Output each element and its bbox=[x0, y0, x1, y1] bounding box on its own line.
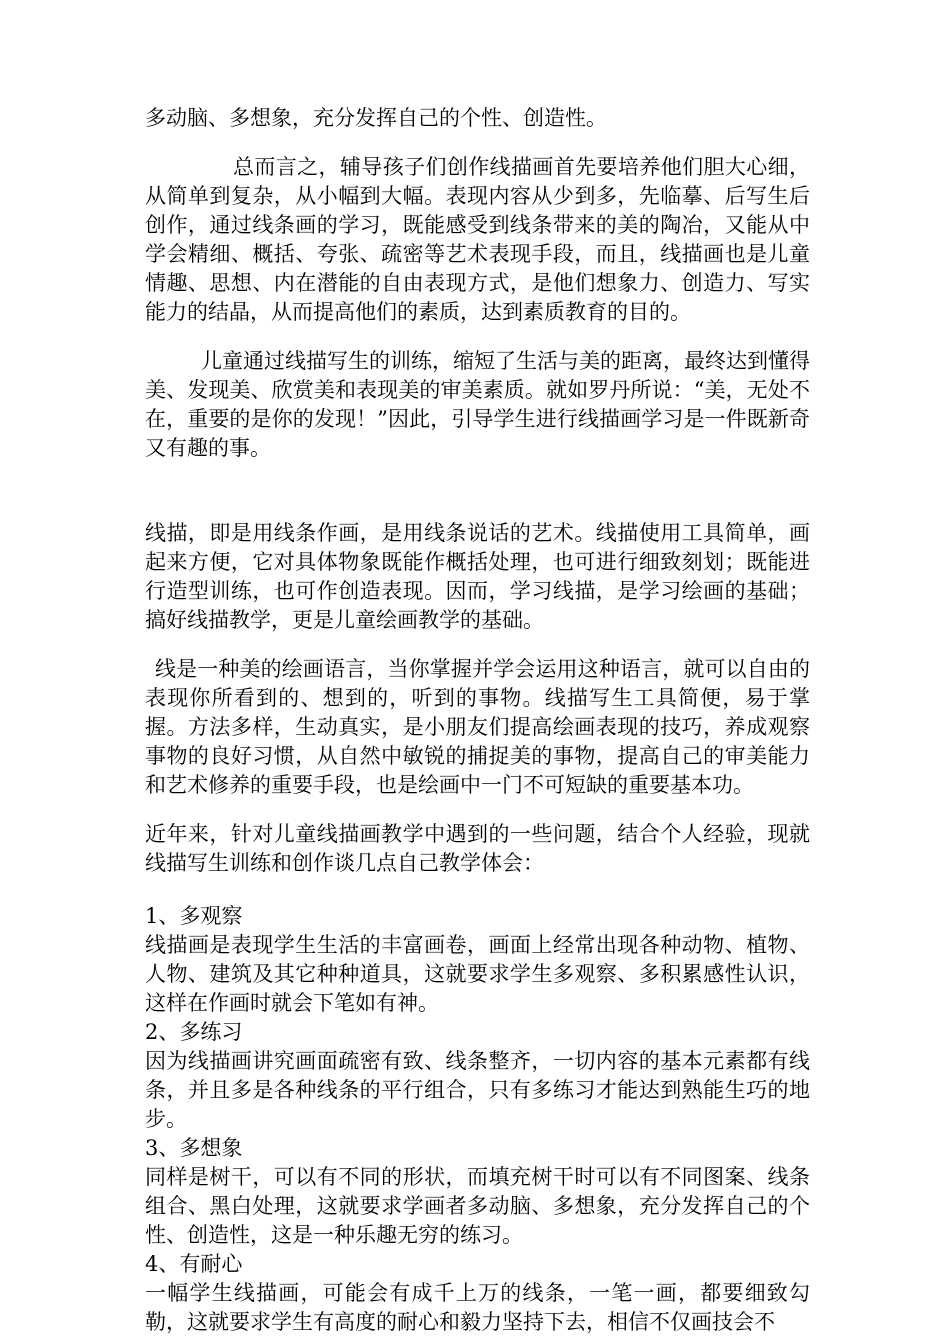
section-heading: 4、有耐心 bbox=[145, 1252, 243, 1276]
section-body: 因为线描画讲究画面疏密有致、线条整齐，一切内容的基本元素都有线条，并且多是各种线条的平行组合，只有多练习才能达到熟能生巧的地步。 bbox=[145, 1049, 810, 1131]
section-heading: 1、多观察 bbox=[145, 904, 243, 928]
paragraph-continuation: 多动脑、多想象，充分发挥自己的个性、创造性。 bbox=[145, 106, 607, 130]
section-body: 同样是树干，可以有不同的形状，而填充树干时可以有不同图案、线条组合、黑白处理，这就要求学画者多动脑、多想象，充分发挥自己的个性、创造性，这是一种乐趣无穷的练习。 bbox=[145, 1165, 810, 1247]
section-practice bbox=[145, 1018, 810, 1134]
section-body: 线描画是表现学生生活的丰富画卷，画面上经常出现各种动物、植物、人物、建筑及其它种种道具，这就要求学生多观察、多积累感性认识，这样在作画时就会下笔如有神。 bbox=[145, 933, 810, 1015]
paragraph-intro: 近年来，针对儿童线描画教学中遇到的一些问题，结合个人经验，现就线描写生训练和创作谈几点自己教学体会： bbox=[145, 822, 810, 875]
section-heading: 2、多练习 bbox=[145, 1020, 243, 1044]
section-imagine bbox=[145, 1134, 810, 1250]
paragraph-definition: 线描，即是用线条作画，是用线条说话的艺术。线描使用工具简单，画起来方便，它对具体物象既能作概括处理，也可进行细致刻划；既能进行造型训练，也可作创造表现。因而，学习线描，是学习绘画的基础；搞好线描教学，更是儿童绘画教学的基础。 bbox=[145, 521, 810, 632]
section-heading: 3、多想象 bbox=[145, 1136, 243, 1160]
paragraph-aesthetic: 儿童通过线描写生的训练，缩短了生活与美的距离，最终达到懂得美、发现美、欣赏美和表现美的审美素质。就如罗丹所说：“美，无处不在，重要的是你的发现！”因此，引导学生进行线描画学习是一件既新奇又有趣的事。 bbox=[145, 349, 810, 460]
section-patience bbox=[145, 1250, 810, 1337]
document-body bbox=[145, 104, 810, 1337]
paragraph-line-language: 线是一种美的绘画语言，当你掌握并学会运用这种语言，就可以自由的表现你所看到的、想到的，听到的事物。线描写生工具简便，易于掌握。方法多样，生动真实，是小朋友们提高绘画表现的技巧，养成观察事物的良好习惯，从自然中敏锐的捕捉美的事物，提高自己的审美能力和艺术修养的重要手段，也是绘画中一门不可短缺的重要基本功。 bbox=[145, 657, 810, 797]
paragraph-summary: 总而言之，辅导孩子们创作线描画首先要培养他们胆大心细，从简单到复杂，从小幅到大幅。表现内容从少到多，先临摹、后写生后创作，通过线条画的学习，既能感受到线条带来的美的陶冶，又能从中学会精细、概括、夸张、疏密等艺术表现手段，而且，线描画也是儿童情趣、思想、内在潜能的自由表现方式，是他们想象力、创造力、写实能力的结晶，从而提高他们的素质，达到素质教育的目的。 bbox=[145, 155, 810, 324]
section-observe bbox=[145, 902, 810, 1018]
section-body: 一幅学生线描画，可能会有成千上万的线条，一笔一画，都要细致勾勒，这就要求学生有高度的耐心和毅力坚持下去，相信不仅画技会不 bbox=[145, 1281, 810, 1334]
